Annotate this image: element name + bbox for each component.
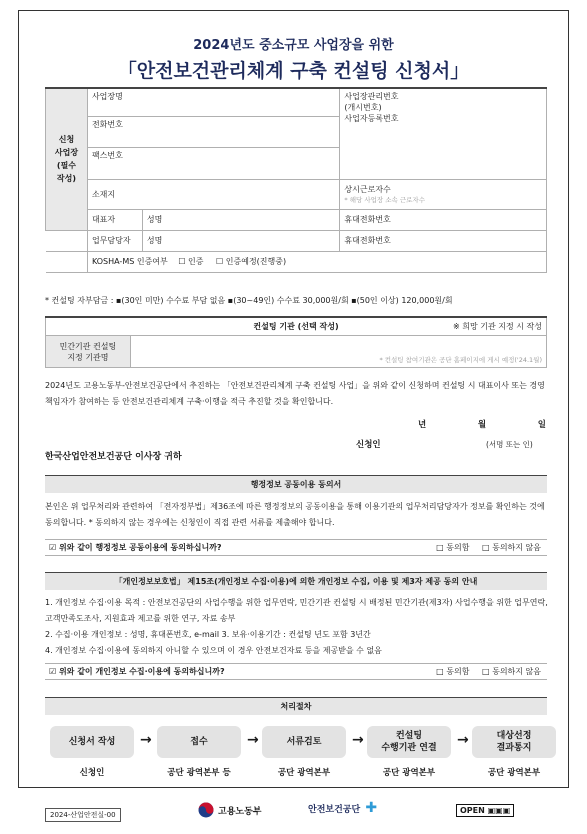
form-code: 2024-산업안전실-00: [45, 808, 121, 822]
date-month: 월: [477, 420, 487, 430]
process-step-4: 컨설팅 수행기관 연결: [367, 726, 451, 758]
process-step-1: 신청서 작성: [50, 726, 134, 758]
consult-table: [45, 316, 547, 368]
date-line: [418, 418, 546, 430]
process-actor-2: 공단 광역본부 등: [167, 768, 231, 778]
admin-disagree-checkbox[interactable]: □ 동의하지 않음: [481, 543, 541, 552]
kosha-label: KOSHA-MS 인증여부: [91, 257, 168, 266]
process-actor-5: 공단 광역본부: [487, 768, 541, 778]
process-actor-1: 신청인: [79, 768, 105, 778]
kosha-cert-checkbox[interactable]: ☐ 인증: [178, 257, 204, 266]
kosha-row: [87, 251, 546, 272]
manager-mobile-label: 휴대전화번호: [344, 236, 391, 245]
process-header: 처리절차: [45, 697, 547, 715]
privacy-consent-header: 「개인정보보호법」 제15조(개인정보 수집·이용)에 의한 개인정보 수집, 이용 및 제3자 제공 동의 안내: [45, 572, 547, 590]
agency-logo: [308, 800, 377, 816]
date-year: 년: [418, 420, 427, 430]
privacy-item-1: 1. 개인정보 수집·이용 목적 : 안전보건공단의 사업수행을 위한 업무연락, 민간기관 컨설팅 시 배정된 민간기관(제3자) 사업수행을 위한 업무연락, 고객만족도조사, 지원효과 제고를 위한 연구, 자료 송부: [45, 598, 548, 623]
fax-label: 팩스번호: [91, 150, 123, 160]
open-license-badge: OPEN ▣▣▣: [456, 804, 514, 817]
process-arrow-icon: →: [457, 732, 469, 748]
form-title-line2: 「안전보건관리체계 구축 컨설팅 신청서」: [117, 60, 470, 82]
reg-no-label: 사업장관리번호 (개시번호) 사업자등록번호: [344, 92, 399, 123]
process-arrow-icon: →: [247, 732, 259, 748]
fax-field[interactable]: [87, 147, 339, 179]
company-name-field[interactable]: [87, 88, 339, 116]
privacy-consent-question: [45, 663, 547, 680]
cross-icon: ✚: [365, 800, 378, 816]
manager-label: 업무담당자: [87, 230, 142, 251]
ministry-name: 고용노동부: [218, 806, 262, 817]
reg-no-field[interactable]: [340, 88, 547, 179]
phone-field[interactable]: [87, 116, 339, 147]
address-field[interactable]: [87, 179, 339, 209]
process-arrow-icon: →: [140, 732, 152, 748]
process-actor-3: 공단 광역본부: [277, 768, 331, 778]
manager-mobile-field[interactable]: [340, 230, 547, 251]
consult-agency-note: * 컨설팅 참여기관은 공단 홈페이지에 게시 예정('24.1월): [379, 356, 542, 364]
consult-agency-field[interactable]: [130, 336, 546, 368]
applicant-side-label: 신청 사업장 (필수 작성): [46, 88, 88, 230]
process-step-2: 접수: [157, 726, 241, 758]
fee-note: * 컨설팅 자부담금 : ▪(30인 미만) 수수료 부담 없음 ▪(30~49인) 수수료 30,000원/회 ▪(50인 이상) 120,000원/회: [45, 296, 453, 305]
process-step-5: 대상선정 결과통지: [472, 726, 556, 758]
privacy-item-2: 2. 수집·이용 개인정보 : 성명, 휴대폰번호, e-mail 3. 보유·이용기간 : 컨설팅 년도 포함 3년간: [45, 630, 371, 639]
workers-field[interactable]: [340, 179, 547, 209]
form-title-line1: 2024년도 중소규모 사업장을 위한: [193, 38, 394, 53]
address-label: 소재지: [91, 189, 116, 199]
admin-options: [436, 540, 541, 556]
admin-consent-question: [45, 539, 547, 556]
agency-name: 안전보건공단: [308, 805, 361, 815]
ceo-mobile-label: 휴대전화번호: [344, 215, 391, 224]
ministry-logo: [198, 802, 261, 818]
consult-agency-label: 민간기관 컨설팅 지정 기관명: [46, 336, 131, 368]
phone-label: 전화번호: [91, 119, 123, 129]
ceo-mobile-field[interactable]: [340, 209, 547, 230]
ceo-name-label: 성명: [146, 215, 163, 224]
admin-question-text: ☑ 위와 같이 행정정보 공동이용에 동의하십니까?: [49, 543, 222, 552]
taegeuk-icon: [198, 802, 214, 818]
process-arrow-icon: →: [352, 732, 364, 748]
date-day: 일: [537, 420, 546, 430]
process-actor-4: 공단 광역본부: [382, 768, 436, 778]
privacy-question-text: ☑ 위와 같이 개인정보 수집·이용에 동의하십니까?: [49, 667, 225, 676]
privacy-agree-checkbox[interactable]: □ 동의함: [436, 667, 470, 676]
privacy-disagree-checkbox[interactable]: □ 동의하지 않음: [481, 667, 541, 676]
admin-consent-header: 행정정보 공동이용 동의서: [45, 475, 547, 493]
workers-note: * 해당 사업장 소속 근로자수: [344, 196, 425, 204]
admin-consent-body: 본인은 위 업무처리와 관련하여 「전자정부법」제36조에 따른 행정정보의 공동이용을 통해 이용기관의 업무처리담당자가 정보를 확인하는 것에 동의합니다. * 동의하지 않는 경우에는 신청인이 직접 관련 서류를 제출해야 합니다.: [45, 502, 545, 527]
privacy-options: [436, 664, 541, 680]
recipient: 한국산업안전보건공단 이사장 귀하: [45, 452, 182, 462]
consult-header: [46, 317, 547, 336]
kosha-pending-checkbox[interactable]: ☐ 인증예정(진행중): [216, 257, 287, 266]
process-step-3: 서류검토: [262, 726, 346, 758]
privacy-item-4: 4. 개인정보 수집·이용에 동의하지 아니할 수 있으며 이 경우 안전보건자료 등을 제공받을 수 없음: [45, 646, 382, 655]
company-name-label: 사업장명: [91, 92, 123, 101]
admin-agree-checkbox[interactable]: □ 동의함: [436, 543, 470, 552]
consult-header-text: 컨설팅 기관 (선택 작성): [253, 322, 339, 331]
consult-header-note: ※ 희망 기관 지정 시 작성: [453, 322, 542, 331]
sign-note: (서명 또는 인): [486, 440, 533, 449]
manager-name-label: 성명: [146, 236, 163, 245]
applicant-table: [45, 87, 547, 273]
declaration-text: 2024년도 고용노동부-안전보건공단에서 추진하는 「안전보건관리체계 구축 컨설팅 사업」을 위와 같이 신청하며 컨설팅 시 대표이사 또는 경영책임자가 참여하는 등 안전보건관리체계 구축·이행을 적극 추진할 것을 확인합니다.: [45, 381, 545, 406]
ceo-name-field[interactable]: [142, 209, 340, 230]
applicant-sign-label: 신청인: [356, 440, 381, 450]
ceo-label: 대표자: [87, 209, 142, 230]
manager-name-field[interactable]: [142, 230, 340, 251]
workers-label: 상시근로자수: [344, 185, 391, 194]
